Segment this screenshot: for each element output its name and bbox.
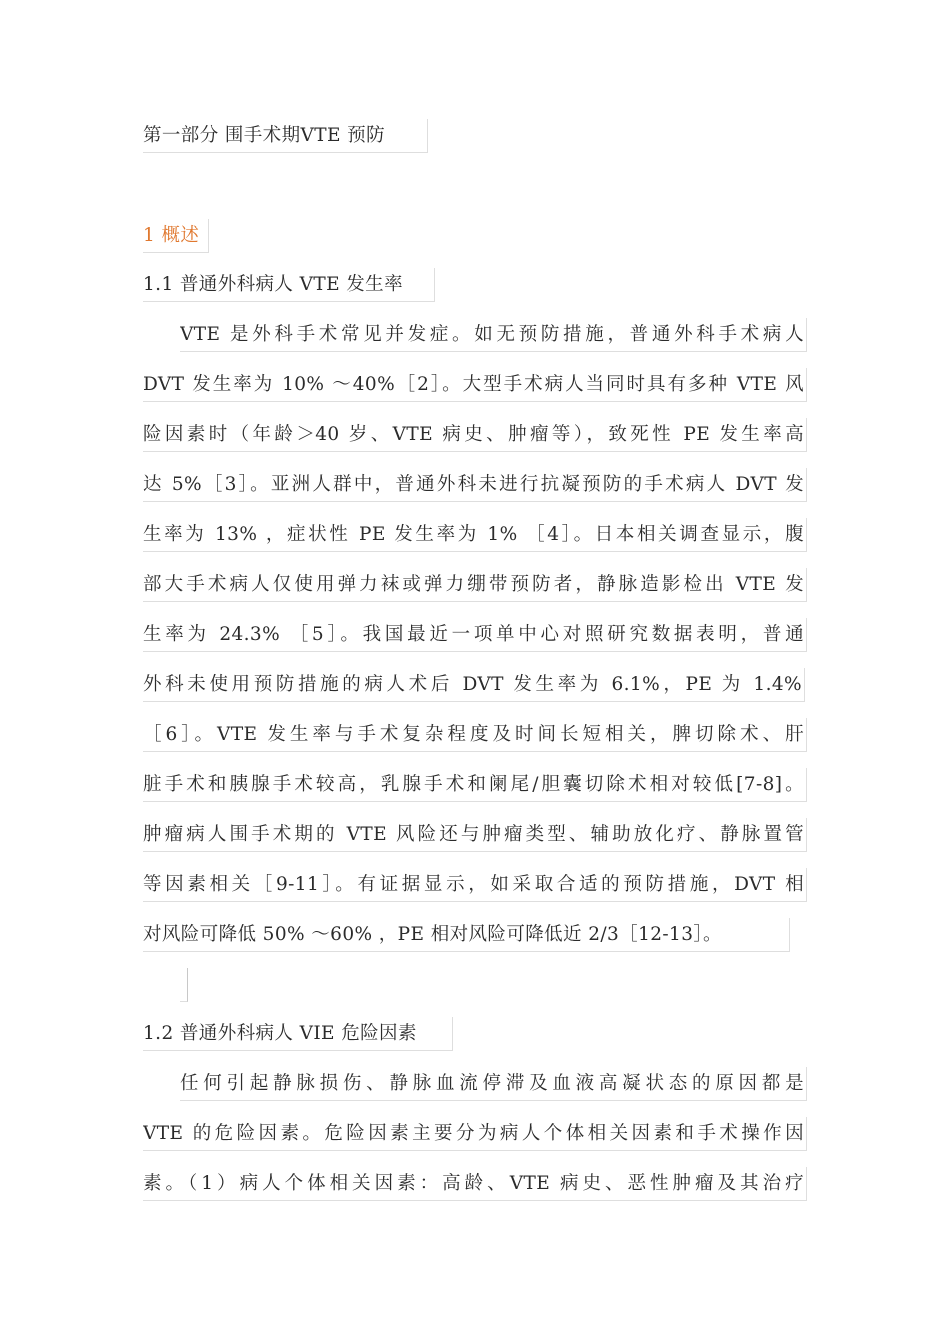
para1-line: 外科未使用预防措施的病人术后 DVT 发生率为 6.1%，PE 为 1.4% xyxy=(143,668,805,702)
para1-line: 生率为 13% ，症状性 PE 发生率为 1% ［4］。日本相关调查显示，腹 xyxy=(143,518,807,552)
empty-paragraph-marker xyxy=(180,968,188,1002)
para1-line: 险因素时（年龄＞40 岁、VTE 病史、肿瘤等），致死性 PE 发生率高 xyxy=(143,418,807,452)
para1-line: 对风险可降低 50% ～60% ，PE 相对风险可降低近 2/3［12-13］。 xyxy=(143,918,790,952)
para1-line: 脏手术和胰腺手术较高，乳腺手术和阑尾/胆囊切除术相对较低[7-8]。 xyxy=(143,768,807,802)
para2-line: 任何引起静脉损伤、静脉血流停滞及血液高凝状态的原因都是 xyxy=(180,1067,807,1101)
para2-line: 素。（1）病人个体相关因素：高龄、VTE 病史、恶性肿瘤及其治疗 xyxy=(143,1167,807,1201)
subsection-heading-1-1: 1.1 普通外科病人 VTE 发生率 xyxy=(143,268,435,302)
para1-line: 等因素相关［9-11］。有证据显示，如采取合适的预防措施，DVT 相 xyxy=(143,868,807,902)
para1-line: 生率为 24.3% ［5］。我国最近一项单中心对照研究数据表明，普通 xyxy=(143,618,807,652)
section-heading-overview: 1 概述 xyxy=(143,219,209,253)
para1-line: 部大手术病人仅使用弹力袜或弹力绷带预防者，静脉造影检出 VTE 发 xyxy=(143,568,807,602)
para1-line: ［6］。VTE 发生率与手术复杂程度及时间长短相关，脾切除术、肝 xyxy=(143,718,807,752)
para1-line: 达 5%［3］。亚洲人群中，普通外科未进行抗凝预防的手术病人 DVT 发 xyxy=(143,468,807,502)
para2-line: VTE 的危险因素。危险因素主要分为病人个体相关因素和手术操作因 xyxy=(143,1117,807,1151)
subsection-heading-1-2: 1.2 普通外科病人 VIE 危险因素 xyxy=(143,1017,453,1051)
part-title: 第一部分 围手术期VTE 预防 xyxy=(143,119,428,153)
para1-line: VTE 是外科手术常见并发症。如无预防措施，普通外科手术病人 xyxy=(180,318,807,352)
para1-line: DVT 发生率为 10% ～40%［2］。大型手术病人当同时具有多种 VTE 风 xyxy=(143,368,807,402)
para1-line: 肿瘤病人围手术期的 VTE 风险还与肿瘤类型、辅助放化疗、静脉置管 xyxy=(143,818,807,852)
